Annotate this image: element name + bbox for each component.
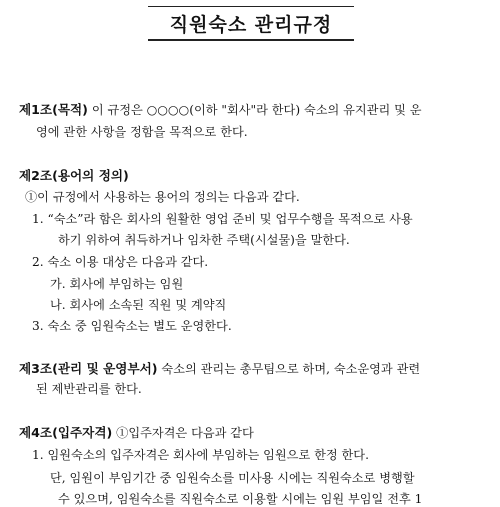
article-1-heading: 제1조(목적) [19, 102, 88, 117]
article-2-item-1-line-2: 하기 위하여 취득하거나 임차한 주택(시설물)을 말한다. [58, 233, 350, 247]
title-block [0, 0, 500, 42]
article-4-line-1 [19, 422, 254, 441]
article-3-line-1 [19, 358, 420, 377]
article-3-line-2: 된 제반관리를 한다. [36, 382, 142, 396]
article-4-intro: ①입주자격은 다음과 같다 [116, 426, 254, 440]
article-2-item-2-ga: 가. 회사에 부임하는 임원 [50, 277, 184, 291]
article-2-item-1-line-1: 1. “숙소”라 함은 회사의 원활한 영업 준비 및 업무수행을 목적으로 사용 [32, 212, 413, 226]
article-3-text-1: 숙소의 관리는 총무팀으로 하며, 숙소운영과 관련 [161, 362, 421, 376]
article-2-intro: ①이 규정에서 사용하는 용어의 정의는 다음과 같다. [25, 190, 300, 204]
article-1-line-2: 영에 관한 사항을 정함을 목적으로 한다. [36, 125, 248, 139]
article-2-item-2-na: 나. 회사에 소속된 직원 및 계약직 [50, 298, 227, 312]
title-rule-bottom [148, 39, 354, 41]
title-rule-top [148, 6, 354, 7]
article-2-heading: 제2조(용어의 정의) [19, 168, 129, 183]
article-1-line-1 [19, 99, 422, 118]
article-4-item-1-line-3: 수 있으며, 임원숙소를 직원숙소로 이용할 시에는 임원 부임일 전후 1 [58, 492, 423, 506]
article-2-item-2: 2. 숙소 이용 대상은 다음과 같다. [32, 255, 209, 269]
article-4-item-1-line-1: 1. 임원숙소의 입주자격은 회사에 부임하는 임원으로 한정 한다. [32, 448, 369, 462]
article-2-item-3: 3. 숙소 중 임원숙소는 별도 운영한다. [32, 319, 232, 333]
article-3-heading: 제3조(관리 및 운영부서) [19, 361, 158, 376]
article-1-text-1: 이 규정은 ○○○○(이하 "회사"라 한다) 숙소의 유지관리 및 운 [91, 103, 422, 117]
article-4-heading: 제4조(입주자격) [19, 425, 113, 440]
page-title: 직원숙소 관리규정 [169, 14, 333, 36]
article-4-item-1-line-2: 단, 임원이 부임기간 중 임원숙소를 미사용 시에는 직원숙소로 병행할 [50, 471, 415, 485]
